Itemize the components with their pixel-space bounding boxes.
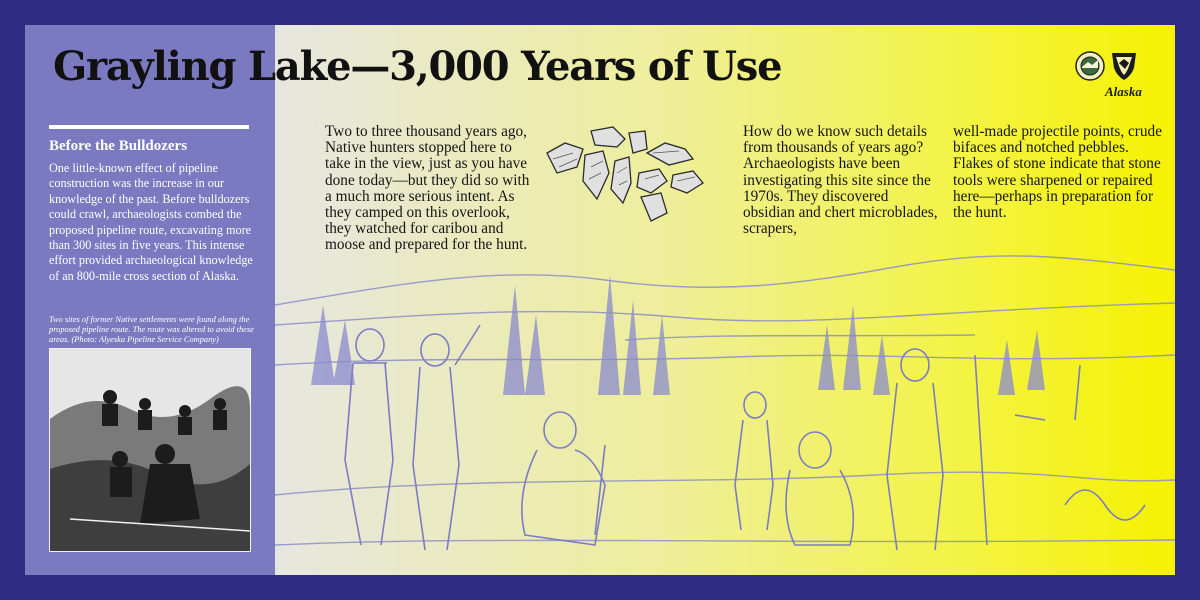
main-text-column-3: well-made projectile points, crude bifaces and notched pebbles. Flakes of stone indicate that stone tools were sharpened or repaired here—perhaps in preparation for the hunt. (953, 123, 1162, 222)
sidebar-divider (49, 125, 249, 129)
excavation-photo (49, 348, 251, 552)
sign-title: Grayling Lake—3,000 Years of Use (53, 43, 782, 90)
sidebar-heading: Before the Bulldozers (49, 138, 188, 154)
stone-tools-illustration (543, 123, 728, 228)
sidebar-body: One little-known effect of pipeline construction was the increase in our knowledge of the past. Before bulldozers could crawl, archaeologists combed the proposed pipeline route, excavating more than 300 sites in five years. This intense effort provided archaeological knowledge of an 800-mile cross section of Alaska. (49, 161, 253, 283)
agency-logos (1071, 51, 1161, 121)
landscape-hunters-illustration (275, 245, 1175, 575)
sign-panel (25, 25, 1175, 575)
main-text-column-2: How do we know such details from thousands of years ago? Archaeologists have been investigating this site since the 1970s. They discovered obsidian and chert microblades, scrapers, (743, 123, 938, 238)
blm-logo-icon (1111, 51, 1137, 81)
photo-caption: Two sites of former Native settlements were found along the proposed pipeline route. The route was altered to avoid these areas. (Photo: Alyeska Pipeline Service Company) (49, 315, 254, 345)
logo-alaska-label: Alaska (1105, 84, 1142, 99)
bureau-seal-icon (1075, 51, 1105, 81)
main-text-column-1: Two to three thousand years ago, Native hunters stopped here to take in the view, just as you have done today—but they did so with a much more serious intent. As they camped on this overlook, they watched for caribou and moose and prepared for the hunt. (325, 123, 530, 254)
